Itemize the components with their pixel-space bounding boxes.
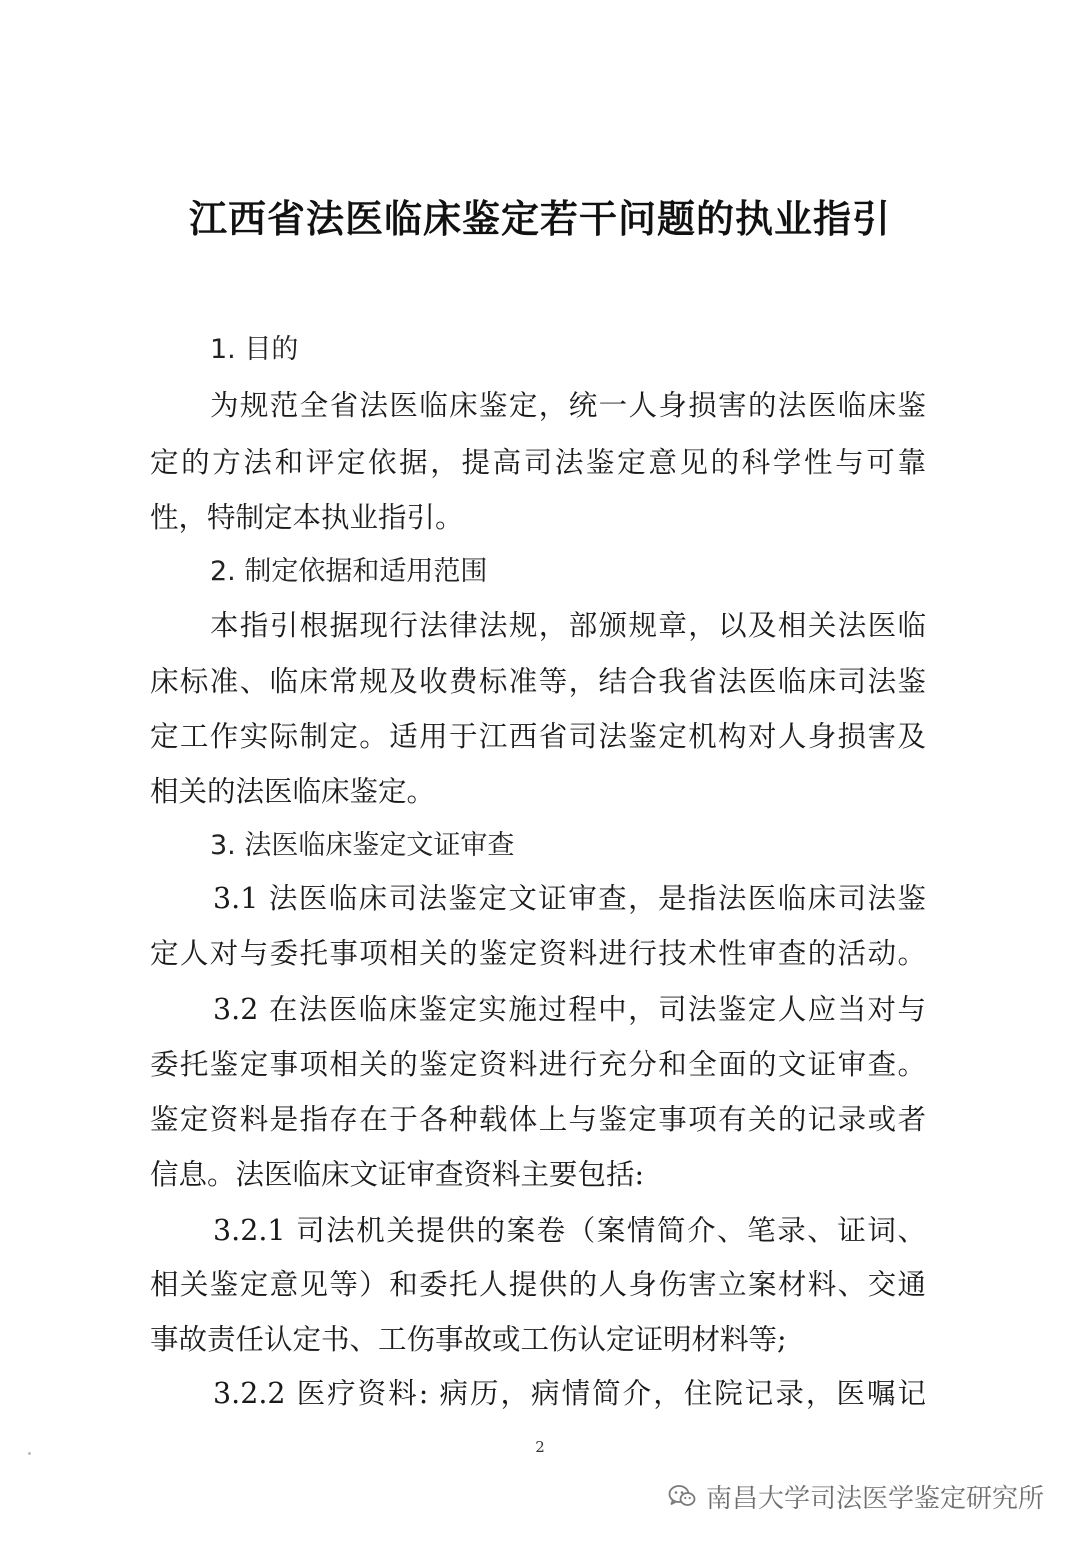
paragraph-line: 定的方法和评定依据，提高司法鉴定意见的科学性与可靠 bbox=[150, 446, 926, 479]
paragraph-line: 3.2 在法医临床鉴定实施过程中，司法鉴定人应当对与 bbox=[213, 993, 926, 1026]
paragraph-line: 相关的法医临床鉴定。 bbox=[150, 775, 436, 808]
watermark bbox=[668, 1476, 1044, 1516]
wechat-icon bbox=[668, 1484, 696, 1508]
section-heading-3: 3. 法医临床鉴定文证审查 bbox=[210, 830, 515, 861]
paragraph-line: 3.1 法医临床司法鉴定文证审查，是指法医临床司法鉴 bbox=[213, 882, 926, 915]
paragraph-line: 信息。法医临床文证审查资料主要包括: bbox=[150, 1158, 645, 1191]
scan-speck bbox=[28, 1452, 31, 1455]
paragraph-line: 委托鉴定事项相关的鉴定资料进行充分和全面的文证审查。 bbox=[150, 1048, 926, 1081]
paragraph-line: 3.2.2 医疗资料: 病历，病情简介，住院记录，医嘱记 bbox=[213, 1377, 926, 1410]
page-number: 2 bbox=[535, 1438, 545, 1456]
paragraph-line: 本指引根据现行法律法规，部颁规章，以及相关法医临 bbox=[210, 609, 926, 642]
paragraph-line: 3.2.1 司法机关提供的案卷（案情简介、笔录、证词、 bbox=[213, 1214, 926, 1247]
paragraph-line: 定工作实际制定。适用于江西省司法鉴定机构对人身损害及 bbox=[150, 720, 926, 753]
paragraph-line: 事故责任认定书、工伤事故或工伤认定证明材料等; bbox=[150, 1323, 787, 1356]
paragraph-line: 定人对与委托事项相关的鉴定资料进行技术性审查的活动。 bbox=[150, 937, 926, 970]
watermark-text: 南昌大学司法医学鉴定研究所 bbox=[705, 1483, 1044, 1514]
paragraph-line: 相关鉴定意见等）和委托人提供的人身伤害立案材料、交通 bbox=[150, 1268, 926, 1301]
section-heading-1: 1. 目的 bbox=[210, 334, 299, 365]
paragraph-line: 床标准、临床常规及收费标准等，结合我省法医临床司法鉴 bbox=[150, 665, 926, 698]
paragraph-line: 鉴定资料是指存在于各种载体上与鉴定事项有关的记录或者 bbox=[150, 1103, 926, 1136]
paragraph-line: 为规范全省法医临床鉴定，统一人身损害的法医临床鉴 bbox=[210, 389, 926, 422]
document-title: 江西省法医临床鉴定若干问题的执业指引 bbox=[188, 196, 891, 241]
section-heading-2: 2. 制定依据和适用范围 bbox=[210, 556, 488, 587]
paragraph-line: 性，特制定本执业指引。 bbox=[150, 501, 464, 534]
